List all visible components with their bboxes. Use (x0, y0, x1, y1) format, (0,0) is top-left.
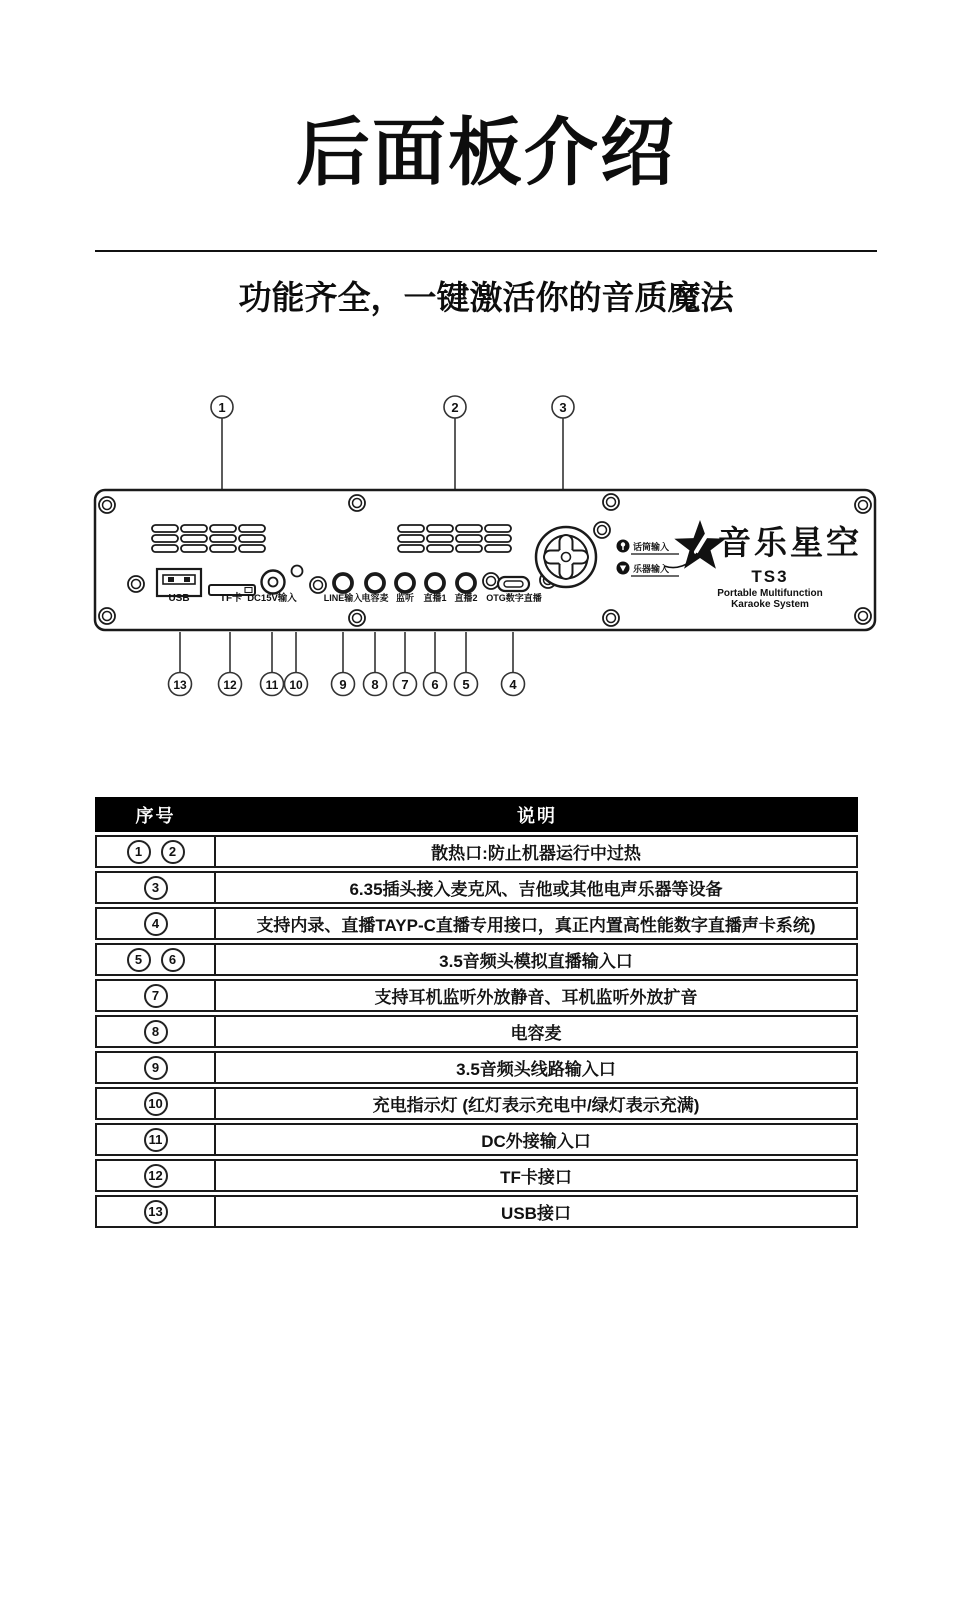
svg-text:5: 5 (462, 677, 470, 692)
seq-badge: 12 (144, 1164, 168, 1188)
callout-6 (424, 632, 447, 696)
callout-4 (502, 632, 525, 696)
otg-label: OTG数字直播 (486, 593, 542, 603)
svg-text:4: 4 (509, 677, 517, 692)
line-in-label: LINE输入 (323, 593, 363, 603)
svg-text:6: 6 (431, 677, 439, 692)
bottom-callouts (169, 632, 525, 696)
charge-led-indicator (292, 566, 303, 577)
svg-text:12: 12 (223, 678, 237, 692)
page-title: 后面板介绍 (296, 111, 676, 194)
seq-badge: 4 (144, 912, 168, 936)
brand-tagline-2: Karaoke System (731, 599, 809, 610)
monitor-label: 监听 (395, 593, 415, 603)
table-row (95, 1051, 858, 1084)
line-in-jack (334, 574, 352, 592)
xlr-combo-jack (536, 527, 596, 587)
table-row (95, 979, 858, 1012)
live1-jack (426, 574, 444, 592)
seq-badge: 6 (161, 948, 185, 972)
brand-tagline-1: Portable Multifunction (717, 588, 823, 599)
brand-name: 音乐星空 (718, 524, 862, 561)
row-desc: USB接口 (216, 1195, 858, 1228)
table-row (95, 907, 858, 940)
svg-text:3: 3 (559, 400, 567, 415)
dc-label: DC15V输入 (247, 593, 297, 604)
svg-text:2: 2 (451, 400, 459, 415)
svg-text:13: 13 (173, 678, 187, 692)
table-row (95, 871, 858, 904)
table-row (95, 1195, 858, 1228)
table-row (95, 1159, 858, 1192)
otg-port (498, 577, 529, 591)
brand-model: TS3 (751, 567, 789, 586)
callout-13 (169, 632, 192, 696)
table-row (95, 1087, 858, 1120)
row-desc: 6.35插头接入麦克风、吉他或其他电声乐器等设备 (216, 871, 858, 904)
seq-badge: 13 (144, 1200, 168, 1224)
seq-badge: 9 (144, 1056, 168, 1080)
svg-text:9: 9 (339, 677, 347, 692)
row-desc: 电容麦 (216, 1015, 858, 1048)
callout-8 (364, 632, 387, 696)
page-subtitle: 功能齐全，一键激活你的音质魔法 (238, 279, 734, 316)
live2-label: 直播2 (454, 593, 478, 603)
row-desc: 散热口:防止机器运行中过热 (216, 835, 858, 868)
dc-jack (262, 571, 285, 594)
callout-12 (219, 632, 242, 696)
table-row (95, 835, 858, 868)
svg-text:7: 7 (401, 677, 409, 692)
callout-11 (261, 632, 284, 696)
table-header-row (95, 797, 858, 832)
table-row (95, 1015, 858, 1048)
seq-badge: 10 (144, 1092, 168, 1116)
svg-text:8: 8 (371, 677, 379, 692)
table-row (95, 1123, 858, 1156)
tf-label: TF卡 (219, 593, 243, 604)
live1-label: 直播1 (423, 593, 447, 603)
callout-10 (285, 632, 308, 696)
header-desc: 说明 (216, 797, 858, 832)
usb-label: USB (168, 593, 190, 604)
rear-panel-svg (0, 380, 972, 710)
usb-port (157, 569, 201, 596)
callout-5 (455, 632, 478, 696)
header-seq: 序号 (95, 797, 216, 832)
callout-7 (394, 632, 417, 696)
seq-badge: 7 (144, 984, 168, 1008)
rear-panel-diagram (0, 380, 972, 710)
seq-badge: 2 (161, 840, 185, 864)
seq-badge: 3 (144, 876, 168, 900)
condenser-mic-jack (366, 574, 384, 592)
svg-text:10: 10 (289, 678, 303, 692)
table-row (95, 943, 858, 976)
seq-badge: 1 (127, 840, 151, 864)
svg-text:11: 11 (265, 678, 279, 692)
row-desc: DC外接输入口 (216, 1123, 858, 1156)
condenser-mic-label: 电容麦 (361, 593, 389, 603)
seq-badge: 11 (144, 1128, 168, 1152)
row-desc: TF卡接口 (216, 1159, 858, 1192)
row-desc: 3.5音频头线路输入口 (216, 1051, 858, 1084)
svg-text:1: 1 (218, 400, 226, 415)
title-divider (95, 250, 877, 252)
seq-badge: 8 (144, 1020, 168, 1044)
spec-table (95, 794, 858, 1231)
seq-badge: 5 (127, 948, 151, 972)
instrument-input-label: 乐器输入 (633, 564, 670, 574)
live2-jack (457, 574, 475, 592)
row-desc: 支持耳机监听外放静音、耳机监听外放扩音 (216, 979, 858, 1012)
row-desc: 充电指示灯 (红灯表示充电中/绿灯表示充满) (216, 1087, 858, 1120)
row-desc: 3.5音频头模拟直播输入口 (216, 943, 858, 976)
callout-9 (332, 632, 355, 696)
mic-input-label: 话筒输入 (633, 542, 670, 552)
row-desc: 支持内录、直播TAYP-C直播专用接口，真正内置高性能数字直播声卡系统) (216, 907, 858, 940)
monitor-jack (396, 574, 414, 592)
